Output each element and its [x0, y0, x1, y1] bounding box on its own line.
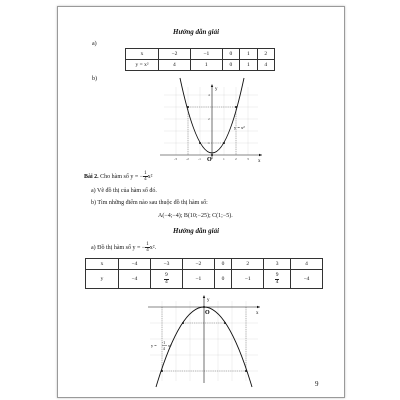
table1-cell: 1 — [240, 49, 257, 60]
solution-heading-1: Hướng dẫn giải — [173, 28, 220, 36]
graph1-origin-label: O — [207, 157, 212, 163]
table2-cell: 3 — [264, 259, 291, 270]
part-b-label: b) — [92, 76, 97, 82]
graph1-tick: 2 — [208, 117, 210, 121]
table2-cell: 4 — [290, 259, 322, 270]
problem-title: Bài 2. — [84, 173, 99, 180]
table2-cell: −2 — [182, 259, 214, 270]
table2-frac-num: 9 — [165, 272, 168, 278]
problem-item-b: b) Tìm những điểm nào sau thuộc đồ thị hàm số: — [91, 200, 208, 206]
table2-cell: −4 — [119, 270, 151, 289]
graph1-y-axis-label: y — [215, 87, 218, 92]
parabola-graph-2 — [146, 295, 262, 383]
solution-heading-2: Hướng dẫn giải — [173, 227, 220, 235]
table1-cell: 0 — [222, 49, 239, 60]
graph1-tick: 4 — [208, 93, 210, 97]
table2-cell: 2 — [232, 259, 264, 270]
table2-cell: 0 — [214, 259, 231, 270]
problem-frac-den: 4 — [144, 177, 147, 182]
table1-cell: −1 — [190, 49, 222, 60]
table1-cell: 2 — [257, 49, 274, 60]
graph2-curve-label-suffix: x² — [168, 343, 172, 348]
graph2-curve-label-prefix: y = — [151, 343, 157, 348]
problem-points: A(−4;−4); B(10;−25); C(1;−5). — [158, 213, 233, 219]
part-a2-frac-den: 4 — [146, 248, 149, 253]
problem-intro: Cho hàm số — [100, 173, 129, 180]
table1-cell: 0 — [222, 60, 239, 71]
table2-cell: −1 — [232, 270, 264, 289]
table2-cell: x — [86, 259, 119, 270]
graph2-origin-label: O — [205, 310, 210, 316]
part-a2-formula: y = − — [132, 244, 146, 251]
table1-cell: 1 — [240, 60, 257, 71]
part-a2-line — [91, 242, 156, 253]
problem-item-a: a) Vẽ đồ thị của hàm số đó. — [91, 188, 157, 194]
table2-cell: −4 — [119, 259, 151, 270]
table2-cell: 0 — [214, 270, 231, 289]
problem-frac-num: 1 — [144, 171, 147, 176]
part-a2-text: a) Đồ thị hàm số — [91, 244, 131, 251]
value-table-2 — [85, 258, 323, 289]
table2-cell: y — [86, 270, 119, 289]
table2-cell: −4 — [290, 270, 322, 289]
table2-frac-num: 9 — [275, 272, 279, 278]
table1-cell: 4 — [159, 60, 191, 71]
page-number: 9 — [315, 380, 319, 388]
graph2-y-axis-label: y — [207, 298, 210, 303]
graph2-curve-frac-den: 4 — [163, 347, 165, 351]
document-page — [57, 6, 345, 398]
graph1-tick: 1 — [223, 157, 225, 161]
problem-statement — [84, 171, 152, 182]
part-a2-suffix: x². — [149, 244, 157, 251]
graph1-tick: -2 — [186, 157, 189, 161]
table2-frac-den: 4 — [165, 278, 168, 285]
table1-cell: 1 — [190, 60, 222, 71]
graph2-curve-frac-num: -1 — [162, 341, 165, 345]
graph1-tick: -3 — [174, 157, 177, 161]
table2-cell — [150, 270, 182, 289]
table1-cell: −2 — [159, 49, 191, 60]
table2-cell: −1 — [182, 270, 214, 289]
table1-cell: y = x² — [126, 60, 159, 71]
graph1-tick: 2 — [235, 157, 237, 161]
graph1-tick: -1 — [198, 157, 201, 161]
graph1-tick: 1 — [208, 141, 210, 145]
table1-cell: x — [126, 49, 159, 60]
problem-formula-suffix: x² — [147, 173, 153, 180]
table1-cell: 4 — [257, 60, 274, 71]
value-table-1 — [125, 48, 275, 71]
table2-cell — [264, 270, 291, 289]
part-a-label: a) — [92, 41, 97, 47]
part-a2-frac-num: 1 — [146, 242, 149, 247]
graph1-tick: 3 — [247, 157, 249, 161]
parabola-graph-1 — [156, 83, 266, 164]
table2-cell: −3 — [150, 259, 182, 270]
table2-frac-den: 4 — [275, 278, 279, 285]
graph1-curve-label: y = x² — [234, 125, 245, 130]
problem-formula-prefix: y = − — [130, 173, 144, 180]
graph1-x-axis-label: x — [258, 159, 261, 164]
graph2-x-axis-label: x — [256, 311, 259, 316]
